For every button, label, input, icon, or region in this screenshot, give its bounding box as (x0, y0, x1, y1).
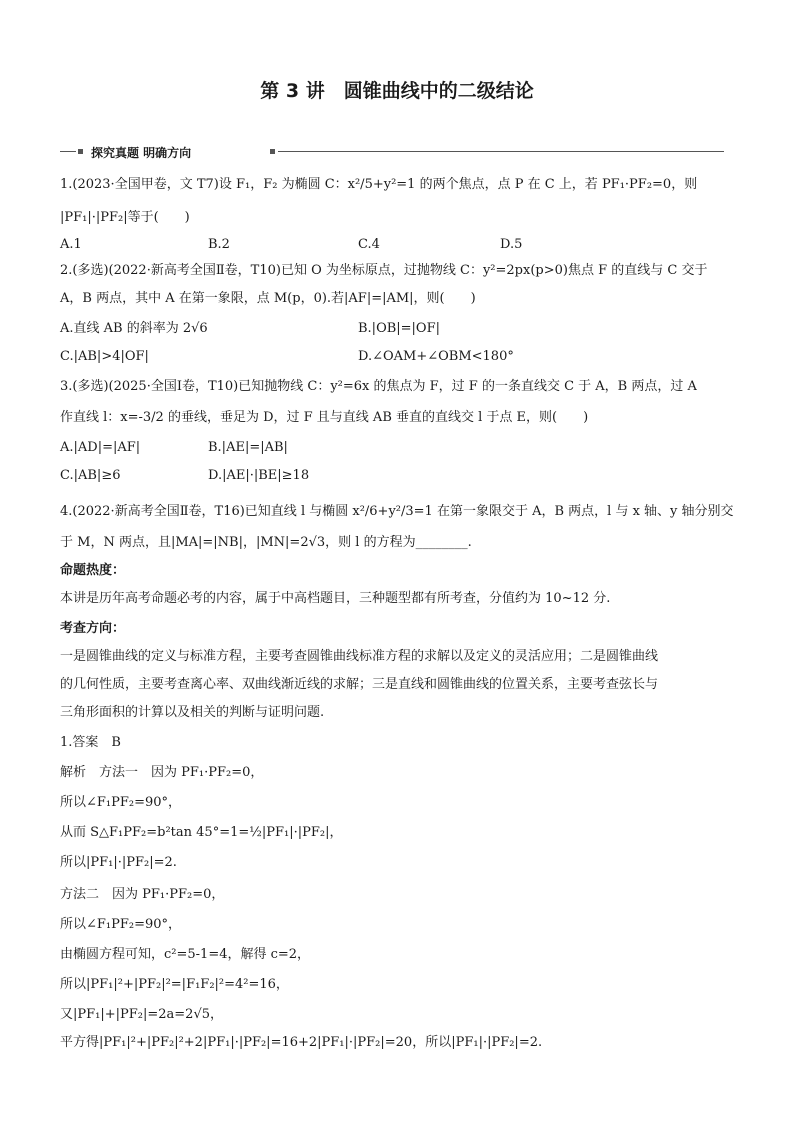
q1-option-c: C.4 (358, 237, 380, 252)
q4-line1: 4.(2022·新高考全国Ⅱ卷，T16)已知直线 l 与椭圆 x²/6+y²/3=1 在第一象限交于 A，B 两点，l 与 x 轴、y 轴分别交 (60, 504, 734, 519)
solution-line: 所以∠F₁PF₂=90°， (60, 795, 182, 810)
q2-line2: A，B 两点，其中 A 在第一象限，点 M(p，0).若|AF|=|AM|，则( ) (60, 291, 476, 306)
q3-line1: 3.(多选)(2025·全国Ⅰ卷，T10)已知抛物线 C：y²=6x 的焦点为 F，过 F 的一条直线交 C 于 A，B 两点，过 A (60, 379, 697, 394)
page-title: 第 3 讲 圆锥曲线中的二级结论 (260, 80, 534, 102)
solution-line: 又|PF₁|+|PF₂|=2a=2√5， (60, 1007, 224, 1022)
section-dot-right (270, 149, 275, 154)
q3-option-a: A.|AD|=|AF| (60, 440, 141, 455)
solution-line: 所以∠F₁PF₂=90°， (60, 917, 182, 932)
q1-line2: |PF₁|·|PF₂|等于( ) (60, 210, 190, 225)
q1-option-d: D.5 (500, 237, 523, 252)
solution-line: 所以|PF₁|²+|PF₂|²=|F₁F₂|²=4²=16， (60, 977, 289, 992)
q3-line2: 作直线 l：x=-3/2 的垂线，垂足为 D，过 F 且与直线 AB 垂直的直线交 l 于点 E，则( ) (60, 410, 589, 425)
q3-option-b: B.|AE|=|AB| (208, 440, 288, 455)
direction-line: 三角形面积的计算以及相关的判断与证明问题. (60, 705, 325, 720)
direction-line: 的几何性质，主要考查离心率、双曲线渐近线的求解；三是直线和圆锥曲线的位置关系，主要考查弦长与 (60, 677, 659, 692)
q2-line1: 2.(多选)(2022·新高考全国Ⅱ卷，T10)已知 O 为坐标原点，过抛物线 C：y²=2px(p>0)焦点 F 的直线与 C 交于 (60, 263, 708, 278)
solution-line: 方法二 因为 PF₁·PF₂=0， (60, 887, 225, 902)
q2-option-a: A.直线 AB 的斜率为 2√6 (60, 321, 208, 336)
q1-line1: 1.(2023·全国甲卷，文 T7)设 F₁，F₂ 为椭圆 C：x²/5+y²=1 的两个焦点，点 P 在 C 上，若 PF₁·PF₂=0，则 (60, 177, 698, 192)
q3-option-d: D.|AE|·|BE|≥18 (208, 468, 310, 483)
q3-option-c: C.|AB|≥6 (60, 468, 121, 483)
q2-option-d: D.∠OAM+∠OBM<180° (358, 349, 514, 364)
q2-option-b: B.|OB|=|OF| (358, 321, 440, 336)
heat-text: 本讲是历年高考命题必考的内容，属于中高档题目，三种题型都有所考查，分值约为 10~12 分. (60, 591, 611, 606)
direction-line: 一是圆锥曲线的定义与标准方程，主要考查圆锥曲线标准方程的求解以及定义的灵活应用；二是圆锥曲线 (60, 649, 659, 664)
q2-option-c: C.|AB|>4|OF| (60, 349, 149, 364)
section-divider-left (60, 151, 76, 152)
heat-label: 命题热度： (60, 563, 126, 578)
section-dot-left (78, 149, 83, 154)
direction-label: 考查方向： (60, 621, 126, 636)
solution-line: 平方得|PF₁|²+|PF₂|²+2|PF₁|·|PF₂|=16+2|PF₁|·|PF₂|=20，所以|PF₁|·|PF₂|=2. (60, 1035, 543, 1050)
section-divider-right (278, 151, 724, 152)
solution-line: 从而 S△F₁PF₂=b²tan 45°=1=½|PF₁|·|PF₂|， (60, 825, 343, 840)
q1-option-b: B.2 (208, 237, 230, 252)
section-header (60, 144, 724, 160)
q1-option-a: A.1 (60, 237, 82, 252)
solution-line: 由椭圆方程可知，c²=5-1=4，解得 c=2， (60, 947, 311, 962)
q4-line2: 于 M，N 两点，且|MA|=|NB|，|MN|=2√3，则 l 的方程为________. (60, 535, 472, 550)
solution-line: 所以|PF₁|·|PF₂|=2. (60, 855, 177, 870)
section-title: 探究真题 明确方向 (88, 144, 194, 161)
answer-line: 1.答案 B (60, 735, 121, 750)
solution-line: 解析 方法一 因为 PF₁·PF₂=0， (60, 765, 264, 780)
